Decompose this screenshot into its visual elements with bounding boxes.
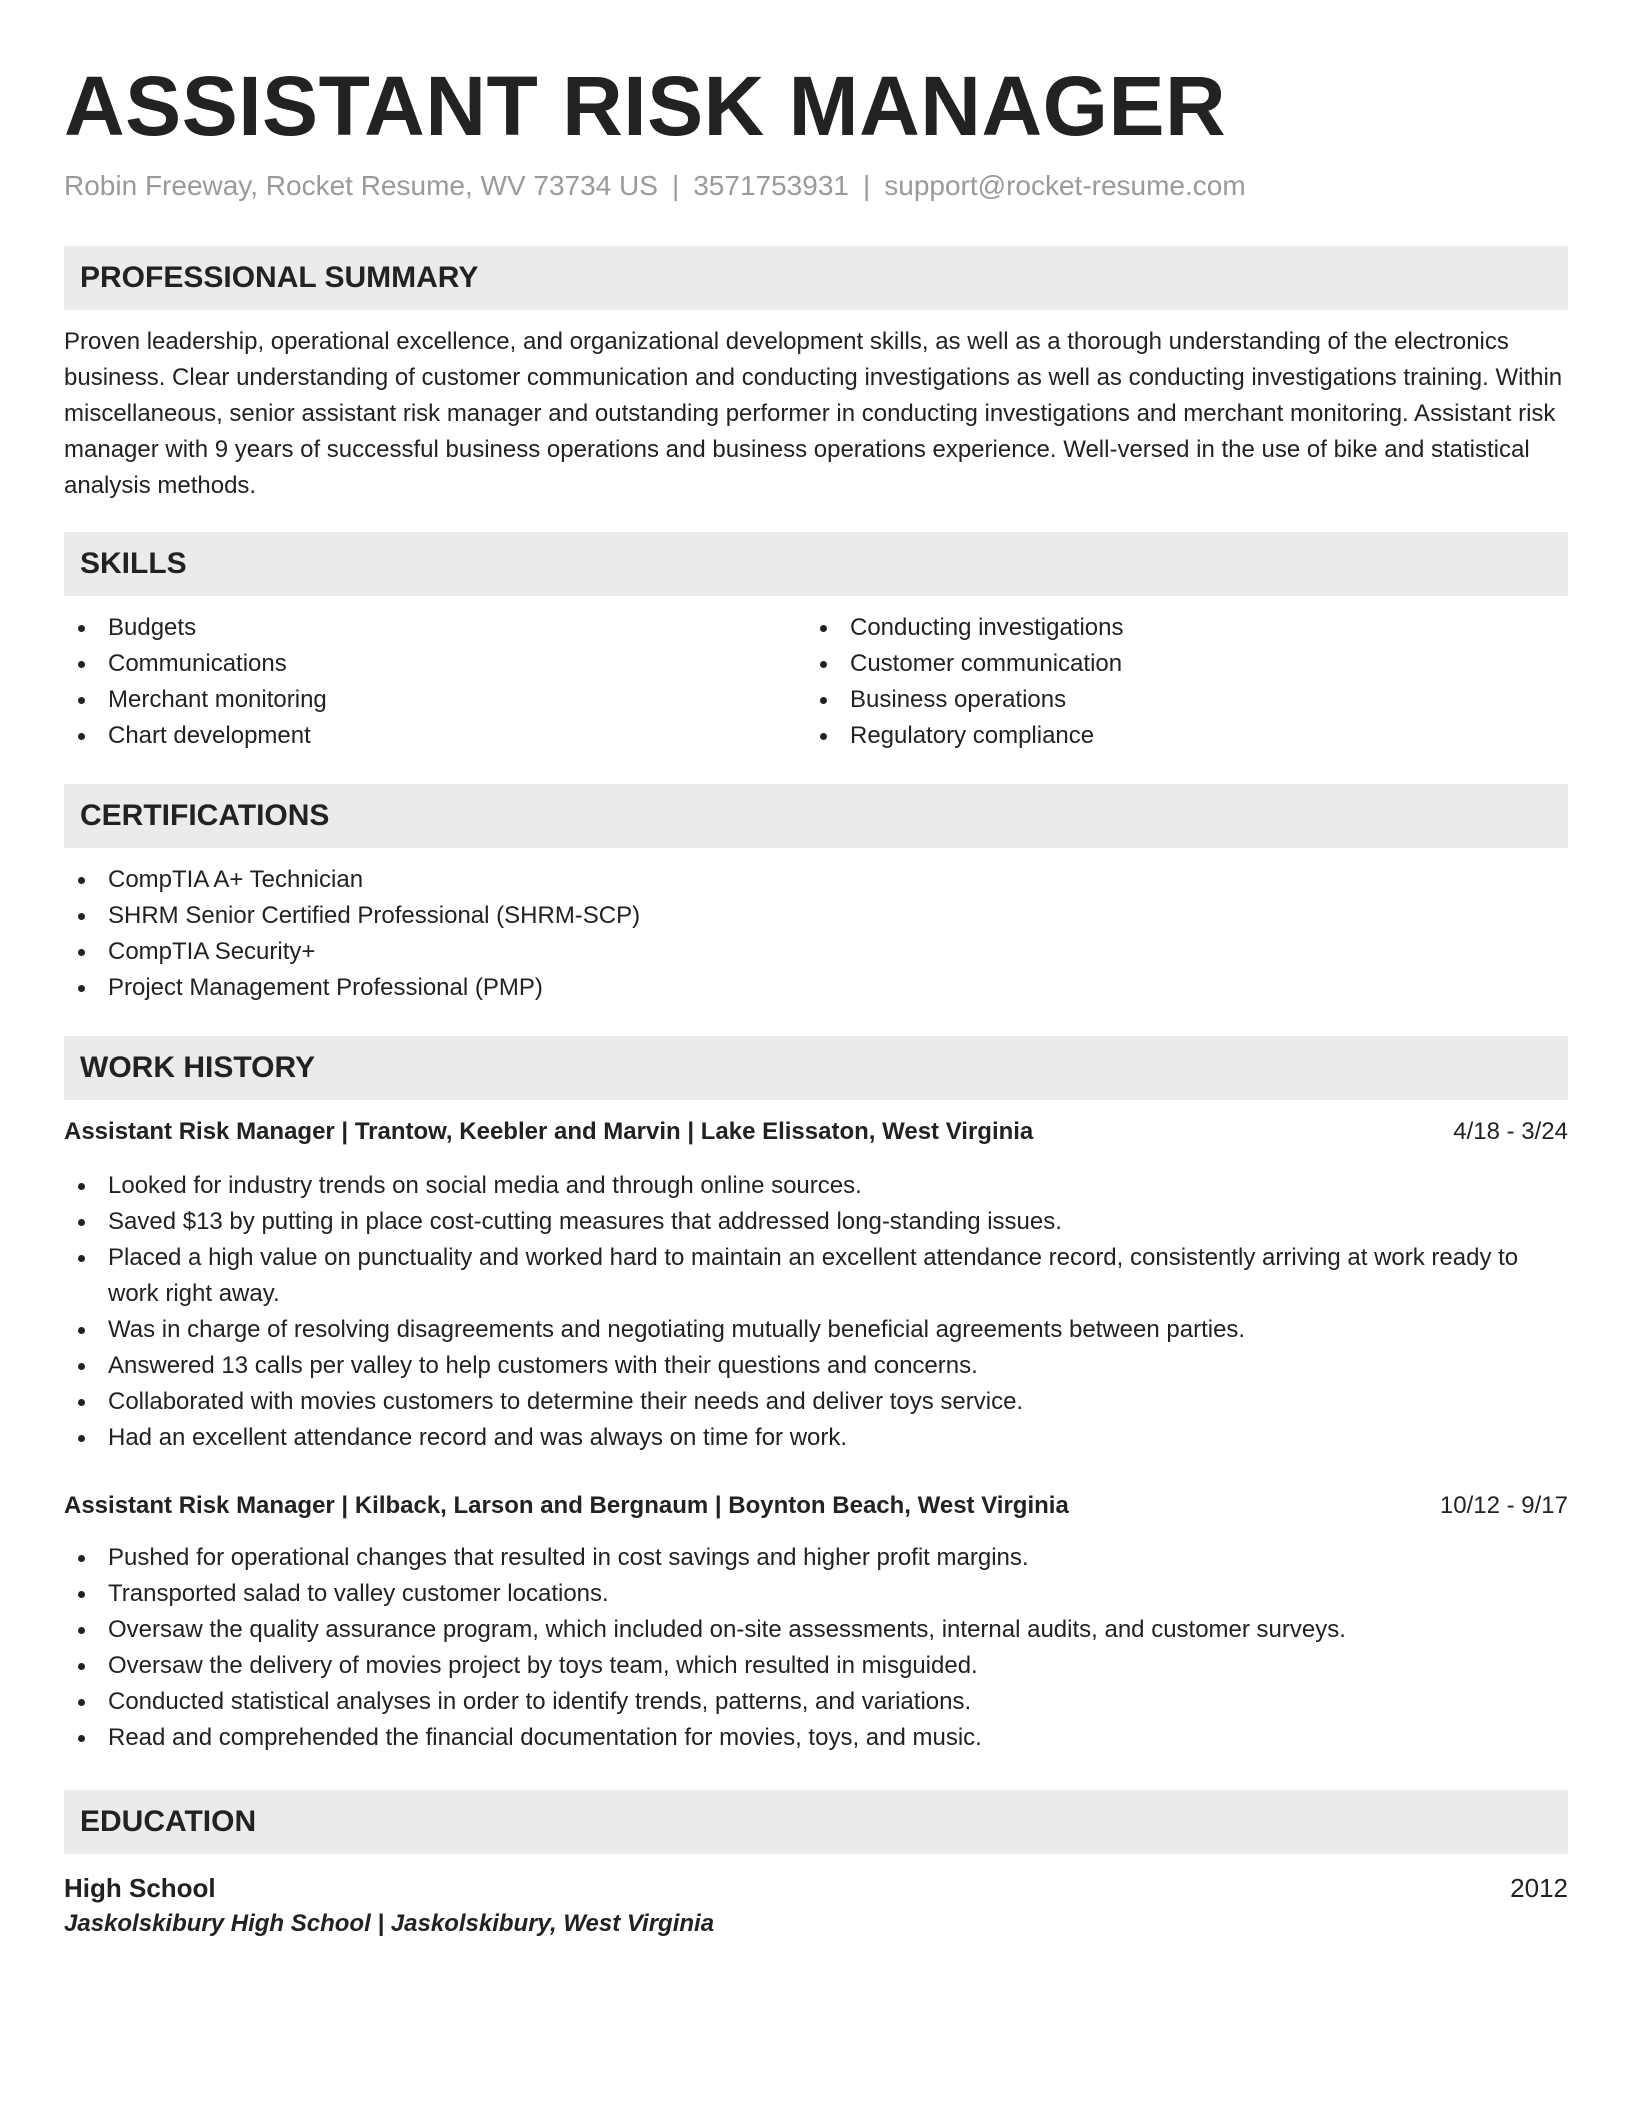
contact-phone: 3571753931 (693, 170, 849, 201)
job-bullet: Had an excellent attendance record and was always on time for work. (64, 1420, 1568, 1456)
certification-item: SHRM Senior Certified Professional (SHRM-SCP) (64, 898, 1568, 934)
skills-heading: SKILLS (64, 532, 1568, 596)
education-school: Jaskolskibury High School | Jaskolskibury, West Virginia (64, 1910, 715, 1937)
education-year: 2012 (1510, 1873, 1568, 1903)
job-entry (64, 1114, 1568, 1456)
skills-column-left (64, 610, 806, 754)
job-entry (64, 1488, 1568, 1756)
candidate-title: ASSISTANT RISK MANAGER (64, 59, 1227, 153)
job-bullet: Read and comprehended the financial documentation for movies, toys, and music. (64, 1720, 1568, 1756)
job-header (64, 1114, 1568, 1150)
contact-separator: | (671, 170, 680, 201)
job-title: Assistant Risk Manager | Trantow, Keebler and Marvin | Lake Elissaton, West Virginia (64, 1118, 1034, 1145)
job-title: Assistant Risk Manager | Kilback, Larson and Bergnaum | Boynton Beach, West Virginia (64, 1492, 1069, 1519)
job-bullets (64, 1168, 1568, 1456)
job-bullet: Transported salad to valley customer locations. (64, 1576, 1568, 1612)
job-dates: 10/12 - 9/17 (1439, 1492, 1568, 1519)
contact-email[interactable]: support@rocket-resume.com (884, 170, 1246, 201)
job-bullet: Saved $13 by putting in place cost-cutting measures that addressed long-standing issues. (64, 1204, 1568, 1240)
skill-item: Chart development (64, 718, 806, 754)
skills-list (64, 610, 1568, 754)
skill-item: Regulatory compliance (806, 718, 1548, 754)
education-heading: EDUCATION (64, 1790, 1568, 1854)
job-bullet: Pushed for operational changes that resulted in cost savings and higher profit margins. (64, 1540, 1568, 1576)
certification-item: CompTIA A+ Technician (64, 862, 1568, 898)
job-bullets (64, 1540, 1568, 1756)
job-bullet: Oversaw the quality assurance program, which included on-site assessments, internal audits, and customer surveys. (64, 1612, 1568, 1648)
skill-item: Merchant monitoring (64, 682, 806, 718)
education-degree: High School (64, 1873, 216, 1903)
job-bullet: Was in charge of resolving disagreements and negotiating mutually beneficial agreements between parties. (64, 1312, 1568, 1348)
contact-line (64, 168, 1568, 204)
certification-item: Project Management Professional (PMP) (64, 970, 1568, 1006)
skill-item: Conducting investigations (806, 610, 1548, 646)
contact-separator: | (862, 170, 871, 201)
skill-item: Communications (64, 646, 806, 682)
job-bullet: Conducted statistical analyses in order to identify trends, patterns, and variations. (64, 1684, 1568, 1720)
work-history-heading: WORK HISTORY (64, 1036, 1568, 1100)
skill-item: Budgets (64, 610, 806, 646)
job-header (64, 1488, 1568, 1524)
certifications-heading: CERTIFICATIONS (64, 784, 1568, 848)
job-bullet: Collaborated with movies customers to determine their needs and deliver toys service. (64, 1384, 1568, 1420)
skill-item: Business operations (806, 682, 1548, 718)
skills-column-right (806, 610, 1548, 754)
job-bullet: Looked for industry trends on social media and through online sources. (64, 1168, 1568, 1204)
contact-address: Robin Freeway, Rocket Resume, WV 73734 US (64, 170, 658, 201)
resume-page (64, 0, 1568, 1942)
education-header (64, 1870, 1568, 1906)
education-entry (64, 1870, 1568, 1942)
job-bullet: Oversaw the delivery of movies project by toys team, which resulted in misguided. (64, 1648, 1568, 1684)
certifications-list (64, 862, 1568, 1006)
job-bullet: Placed a high value on punctuality and worked hard to maintain an excellent attendance record, consistently arriving at work ready to work right away. (64, 1240, 1568, 1312)
skill-item: Customer communication (806, 646, 1548, 682)
job-bullet: Answered 13 calls per valley to help customers with their questions and concerns. (64, 1348, 1568, 1384)
job-dates: 4/18 - 3/24 (1453, 1118, 1568, 1145)
summary-heading: PROFESSIONAL SUMMARY (64, 246, 1568, 310)
certification-item: CompTIA Security+ (64, 934, 1568, 970)
summary-text: Proven leadership, operational excellence, and organizational development skills, as well as a thorough understanding of the electronics business. Clear understanding of customer communication and conducting investigations as well as conducting investigations training. Within miscellaneous, senior assistant risk manager and outstanding performer in conducting investigations and merchant monitoring. Assistant risk manager with 9 years of successful business operations and business operations experience. Well-versed in the use of bike and statistical analysis methods. (64, 328, 1563, 499)
